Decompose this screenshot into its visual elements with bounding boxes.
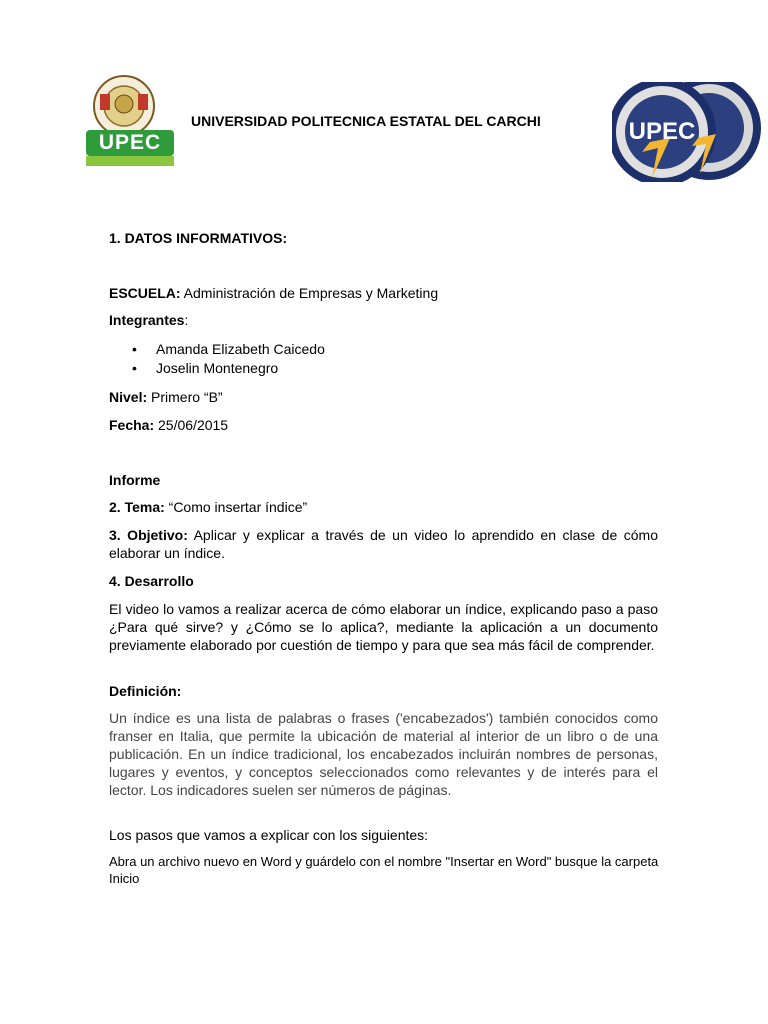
integrantes-label: Integrantes	[109, 312, 185, 328]
escuela-line	[109, 284, 438, 302]
desarrollo-heading: 4. Desarrollo	[109, 573, 194, 589]
university-seal-logo	[82, 70, 176, 170]
integrantes-colon: :	[184, 312, 189, 328]
nivel-value: Primero “B”	[147, 389, 223, 405]
pasos-paragraph: Los pasos que vamos a explicar con los siguientes:	[109, 827, 429, 843]
tema-line	[109, 498, 307, 516]
list-item: • Amanda Elizabeth Caicedo	[110, 340, 325, 359]
nivel-line	[109, 388, 223, 406]
right-logo-text: UPEC	[628, 118, 696, 145]
fecha-label: Fecha:	[109, 417, 155, 433]
objetivo-label: 3. Objetivo:	[109, 527, 188, 543]
escuela-label: ESCUELA:	[109, 285, 181, 301]
members-list	[110, 340, 325, 378]
section-title: 1. DATOS INFORMATIVOS:	[109, 230, 288, 246]
fecha-value: 25/06/2015	[154, 417, 229, 433]
list-item: • Joselin Montenegro	[110, 359, 325, 378]
tema-value: “Como insertar índice”	[164, 499, 308, 515]
definicion-heading: Definición:	[109, 683, 182, 699]
informe-heading: Informe	[109, 472, 161, 488]
escuela-value: Administración de Empresas y Marketing	[180, 285, 439, 301]
paso1-paragraph: Abra un archivo nuevo en Word y guárdelo con el nombre "Insertar en Word" busque la carpeta Inicio	[109, 854, 659, 886]
nivel-label: Nivel:	[109, 389, 148, 405]
fecha-line	[109, 416, 228, 434]
objetivo-value: Aplicar y explicar a través de un video lo aprendido en clase de cómo elaborar un índice.	[109, 527, 658, 561]
objetivo-paragraph	[109, 526, 658, 562]
desarrollo-paragraph: El video lo vamos a realizar acerca de cómo elaborar un índice, explicando paso a paso ¿Para qué sirve? y ¿Cómo se lo aplica?, mediante la aplicación a un documento previamente elaborado por cuestión de tiempo y para que sea más fácil de comprender.	[109, 601, 658, 653]
integrantes-line	[109, 311, 188, 329]
tema-label: 2. Tema:	[109, 499, 165, 515]
university-title: UNIVERSIDAD POLITECNICA ESTATAL DEL CARCHI	[191, 113, 541, 129]
definicion-paragraph: Un índice es una lista de palabras o frases ('encabezados') también conocidos como franser en Italia, que permite la ubicación de material al interior de un libro o de una publicación. En un índice tradicional, los encabezados incluirán nombres de personas, lugares y eventos, y conceptos seleccionados como relevantes y de interés para el lector. Los indicadores suelen ser números de páginas.	[109, 710, 658, 798]
school-logo	[612, 82, 768, 182]
left-logo-text: UPEC	[98, 131, 162, 154]
